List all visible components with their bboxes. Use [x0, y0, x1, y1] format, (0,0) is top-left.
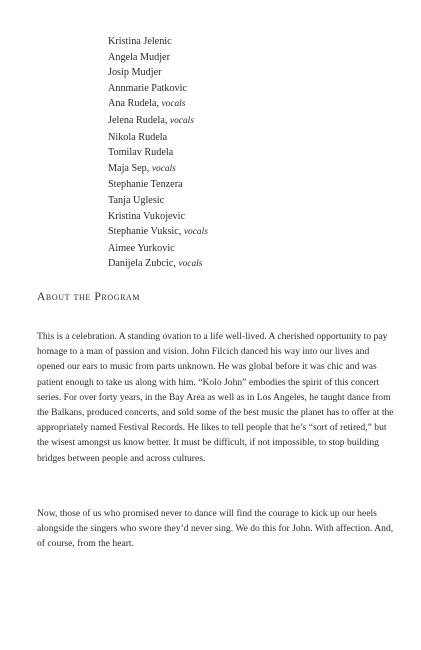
performer-name: Kristina Vukojevic [108, 210, 186, 222]
performer-name: Tomilav Rudela [108, 147, 174, 159]
roster-item [108, 193, 208, 209]
roster-item [108, 34, 208, 50]
roster-item [108, 81, 208, 97]
performer-name: Annmarie Patkovic [108, 82, 187, 94]
performer-role: vocals [178, 259, 203, 270]
performer-name: Tanja Uglesic [108, 194, 165, 206]
performer-name: Stephanie Tenzera [108, 179, 183, 191]
roster-item [108, 113, 208, 130]
roster-item [108, 161, 208, 178]
performer-role: vocals [183, 227, 208, 238]
roster-item [108, 65, 208, 81]
performer-name: Aimee Yurkovic [108, 242, 175, 254]
roster-item [108, 177, 208, 193]
performer-name: Jelena Rudela, [108, 114, 168, 126]
program-paragraph-1: This is a celebration. A standing ovation to a life well-lived. A cherished opportunity to pay homage to a man of passion and vision. John Filcich danced his way into our lives and opened our ears to music from parts unknown. He was global before it was chic and was patient enough to take us along with him. “Kolo John” embodies the spirit of this concert series. For over forty years, in the Bay Area as well as in Los Angeles, he taught dance from the Balkans, produced concerts, and sold some of the best music the planet has to offer at the appropriately named Festival Records. He likes to tell people that he’s “sort of retired,” but the wisest amongst us know better. It must be difficult, if not impossible, to stop building bridges between people and across cultures. [37, 331, 394, 464]
roster-item [108, 130, 208, 146]
performer-role: vocals [161, 99, 186, 110]
performer-name: Nikola Rudela [108, 131, 168, 143]
roster-item [108, 256, 208, 273]
roster-item [108, 241, 208, 257]
performer-name: Danijela Zubcic, [108, 258, 176, 270]
performer-name: Angela Mudjer [108, 51, 170, 63]
performer-name: Josip Mudjer [108, 67, 162, 79]
performer-name: Ana Rudela, [108, 98, 159, 110]
roster-item [108, 224, 208, 241]
section-heading: About the Program [37, 291, 141, 303]
performer-name: Kristina Jelenic [108, 36, 172, 47]
roster-item [108, 209, 208, 225]
performer-roster [108, 34, 208, 273]
roster-item [108, 50, 208, 66]
performer-name: Stephanie Vuksic, [108, 226, 182, 238]
performer-name: Maja Sep, [108, 162, 150, 174]
performer-role: vocals [151, 163, 176, 174]
roster-item [108, 96, 208, 113]
roster-item [108, 145, 208, 161]
performer-role: vocals [169, 115, 194, 126]
program-paragraph-2: Now, those of us who promised never to dance will find the courage to kick up our heels alongside the singers who swore they’d never sing. We do this for John. With affection. And, of course, from the heart. [37, 508, 394, 550]
